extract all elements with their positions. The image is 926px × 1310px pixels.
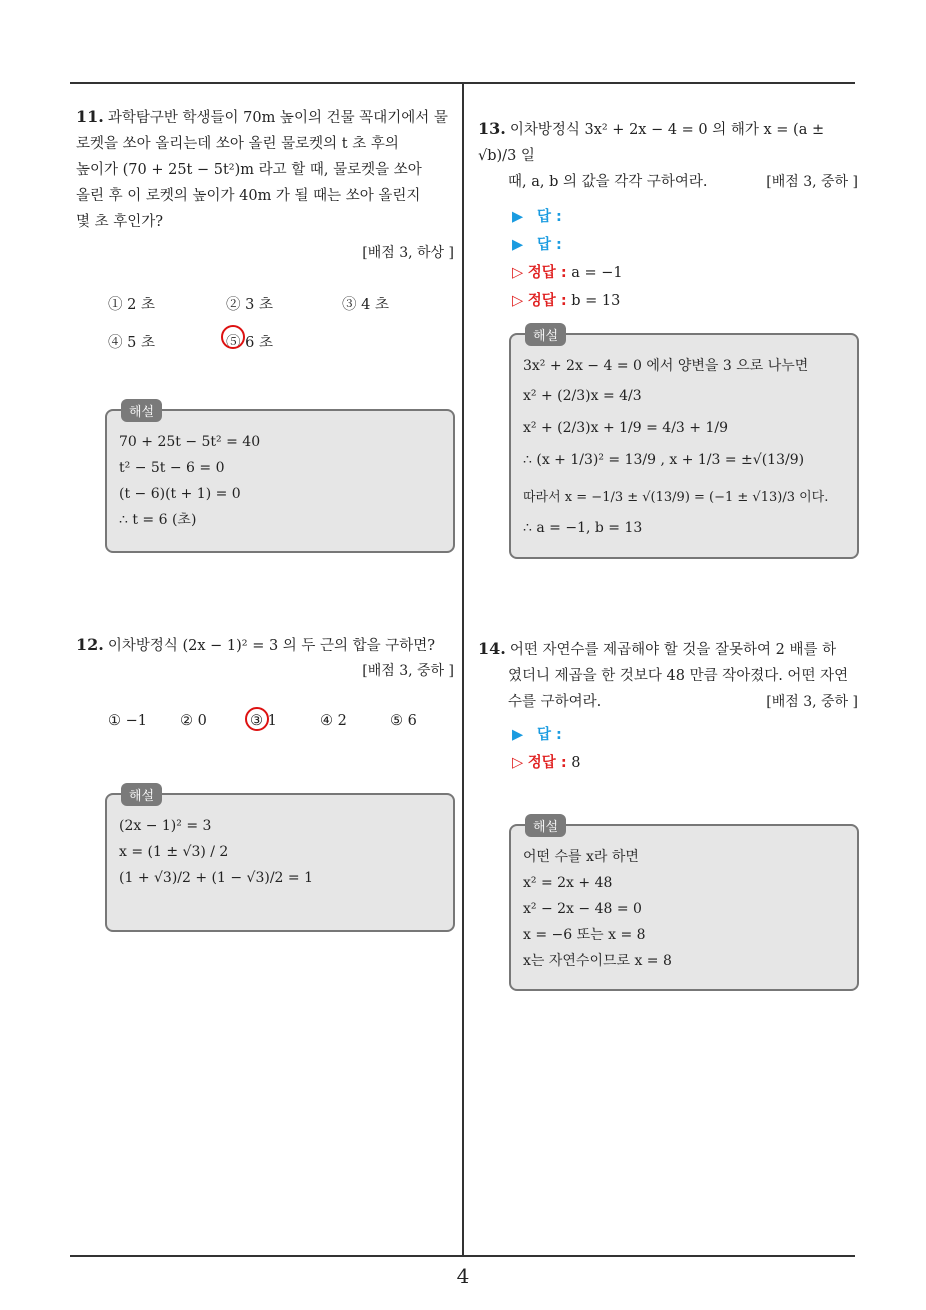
- q11-line: 올린 후 이 로켓의 높이가 40m 가 될 때는 쏘아 올린지: [76, 188, 421, 204]
- score-label: [배점 3, 하상 ]: [362, 245, 454, 261]
- q11-line: 로켓을 쏘아 올리는데 쏘아 올린 물로켓의 t 초 후의: [76, 136, 399, 152]
- question-11: [76, 104, 454, 359]
- solution-line: x는 자연수이므로 x = 8: [523, 953, 672, 969]
- q14-line: [478, 636, 858, 663]
- choice-5[interactable]: ⑤ 6 초: [226, 335, 273, 351]
- bottom-rule: [70, 1255, 855, 1257]
- question-number: 11.: [76, 107, 104, 126]
- question-12: [76, 632, 454, 741]
- solution-tag: 해설: [525, 814, 566, 837]
- choices-row-1: [76, 293, 454, 321]
- q13-line-text: 때, a, b 의 값을 각각 구하여라.: [508, 174, 708, 190]
- solution-box-11: [105, 405, 455, 553]
- q11-line: [76, 104, 454, 131]
- choice-4[interactable]: ④ 2: [320, 713, 347, 729]
- answer-line: [512, 721, 858, 749]
- solution-line: 70 + 25t − 5t² = 40: [119, 434, 261, 450]
- play-icon: ▶: [512, 237, 524, 253]
- question-12-text: [76, 632, 454, 659]
- answer-list: [478, 721, 858, 777]
- answer-value: 8: [571, 755, 581, 771]
- question-14: [478, 636, 858, 777]
- question-11-text: [76, 104, 454, 235]
- q13-line: [478, 169, 858, 195]
- solution-line: (1 + √3)/2 + (1 − √3)/2 = 1: [119, 870, 313, 886]
- solution-line: t² − 5t − 6 = 0: [119, 460, 225, 476]
- answer-line: [512, 259, 858, 287]
- choice-4[interactable]: ④ 5 초: [108, 335, 155, 351]
- answer-value: a = −1: [571, 265, 623, 281]
- q14-line: [478, 689, 858, 715]
- question-13-text: [478, 116, 858, 195]
- q14-line: 였더니 제곱을 한 것보다 48 만큼 작아졌다. 어떤 자연: [508, 668, 849, 684]
- solution-line: x² + (2/3)x = 4/3: [523, 388, 642, 404]
- solution-line: x = (1 ± √3) / 2: [119, 844, 229, 860]
- score-label: [배점 3, 중하 ]: [362, 663, 454, 679]
- play-outline-icon: ▷: [512, 755, 524, 771]
- solution-line: 3x² + 2x − 4 = 0 에서 양변을 3 으로 나누면: [523, 358, 809, 374]
- answer-label: 답 :: [536, 209, 562, 225]
- choice-2[interactable]: ② 0: [180, 713, 207, 729]
- page-number: 4: [456, 1264, 470, 1288]
- q13-line: [478, 116, 858, 169]
- solution-body: [523, 353, 849, 541]
- question-number: 13.: [478, 119, 506, 138]
- q14-line-text: 어떤 자연수를 제곱해야 할 것을 잘못하여 2 배를 하: [509, 642, 837, 658]
- answer-circle-mark: [245, 707, 269, 731]
- play-outline-icon: ▷: [512, 265, 524, 281]
- solution-line: ∴ t = 6 (초): [119, 512, 197, 528]
- solution-line: x = −6 또는 x = 8: [523, 927, 646, 943]
- play-icon: ▶: [512, 209, 524, 225]
- choices-row: [76, 713, 454, 741]
- play-icon: ▶: [512, 727, 524, 743]
- score-label: [배점 3, 중하 ]: [766, 174, 858, 190]
- question-14-text: [478, 636, 858, 715]
- solution-line: x² = 2x + 48: [523, 875, 613, 891]
- question-number: 12.: [76, 635, 104, 654]
- correct-answer-label: 정답 :: [527, 293, 567, 309]
- answer-line: [512, 749, 858, 777]
- solution-line: ∴ a = −1, b = 13: [523, 520, 643, 536]
- score-label: [배점 3, 중하 ]: [766, 694, 858, 710]
- column-divider: [462, 82, 464, 1257]
- solution-body: [523, 844, 672, 974]
- solution-tag: 해설: [121, 399, 162, 422]
- choice-1[interactable]: ① 2 초: [108, 297, 155, 313]
- solution-box-14: [509, 820, 859, 991]
- choices-row-2: [76, 331, 454, 359]
- choice-2[interactable]: ② 3 초: [226, 297, 273, 313]
- question-number: 14.: [478, 639, 506, 658]
- correct-answer-label: 정답 :: [527, 265, 567, 281]
- correct-answer-label: 정답 :: [527, 755, 567, 771]
- answer-label: 답 :: [536, 727, 562, 743]
- q11-line-text: 과학탐구반 학생들이 70m 높이의 건물 꼭대기에서 물: [107, 110, 448, 126]
- answer-list: [478, 203, 858, 315]
- answer-line: [512, 231, 858, 259]
- solution-line: x² − 2x − 48 = 0: [523, 901, 642, 917]
- solution-line: (2x − 1)² = 3: [119, 818, 212, 834]
- answer-line: [512, 203, 858, 231]
- answer-circle-mark: [221, 325, 245, 349]
- question-13: [478, 116, 858, 315]
- play-outline-icon: ▷: [512, 293, 524, 309]
- solution-tag: 해설: [121, 783, 162, 806]
- choice-1[interactable]: ① −1: [108, 713, 147, 729]
- q12-line-text: 이차방정식 (2x − 1)² = 3 의 두 근의 합을 구하면?: [107, 638, 436, 654]
- q13-line-text: 이차방정식 3x² + 2x − 4 = 0 의 해가 x = (a ± √b)/3 일: [478, 122, 825, 164]
- choice-3[interactable]: ③ 1: [250, 713, 277, 729]
- solution-line: 따라서 x = −1/3 ± √(13/9) = (−1 ± √13)/3 이다.: [523, 490, 829, 505]
- solution-line: x² + (2/3)x + 1/9 = 4/3 + 1/9: [523, 420, 728, 436]
- q14-line-text: 수를 구하여라.: [508, 694, 602, 710]
- solution-box-13: [509, 329, 859, 559]
- solution-body: [119, 813, 313, 891]
- q11-line: 높이가 (70 + 25t − 5t²)m 라고 할 때, 물로켓을 쏘아: [76, 162, 422, 178]
- answer-label: 답 :: [536, 237, 562, 253]
- q11-line: 몇 초 후인가?: [76, 214, 164, 230]
- solution-box-12: [105, 789, 455, 932]
- choice-3[interactable]: ③ 4 초: [342, 297, 389, 313]
- solution-tag: 해설: [525, 323, 566, 346]
- solution-line: 어떤 수를 x라 하면: [523, 849, 639, 865]
- solution-body: [119, 429, 260, 533]
- solution-line: (t − 6)(t + 1) = 0: [119, 486, 241, 502]
- choice-5[interactable]: ⑤ 6: [390, 713, 417, 729]
- answer-line: [512, 287, 858, 315]
- answer-value: b = 13: [571, 293, 621, 309]
- solution-line: ∴ (x + 1/3)² = 13/9 , x + 1/3 = ±√(13/9): [523, 452, 805, 468]
